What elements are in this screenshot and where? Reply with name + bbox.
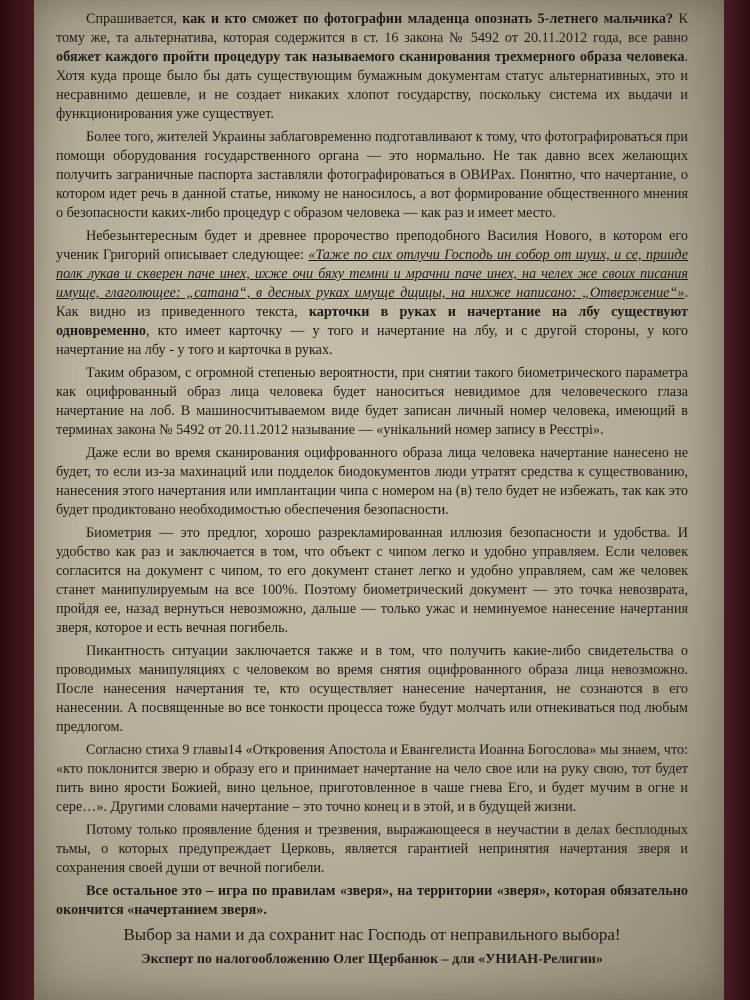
paragraph-6: Биометрия — это предлог, хорошо разрекламированная иллюзия безопасности и удобства. И удобство как раз и заключается в том, что объект с чипом легко и удобно управляем. Если человек согласится на документ с чипом, то его документ станет легко и удобно управляем, сам же человек станет манипулируемым на все 100%. Поэтому биометрический документ — это точка невозврата, пройдя ее, назад вернуться невозможно, дальше — только ужас и неминуемое нанесение начертания зверя, которое и есть вечная погибель. — [56, 525, 688, 636]
closing-line: Выбор за нами и да сохранит нас Господь от неправильного выбора! — [123, 925, 621, 944]
signature: Эксперт по налогообложению Олег Щербанюк – для «УНИАН-Религии» — [141, 952, 603, 967]
paragraph-3: Небезынтересным будет и древнее пророчество преподобного Василия Нового, в котором его ученик Григорий описывает следующее: «Таже по сих отлучи Господь ин собор от шуих, и се, прииде полк лукав и скверен паче инех, ихже очи бяху темни и мрачни паче инех, на челех же своих писания имуще, глаголющее: „сатана“, в десных руках имуще дщицы, на нихже написано: „Отвержение“». Как видно из приведенного текста, карточки в руках и начертание на лбу существуют одновременно, кто имеет карточку — у того и начертание на лбу, и с другой стороны, у кого начертание на лбу - у того и карточка в руках. — [56, 228, 689, 358]
background-right — [724, 0, 750, 1000]
paragraph-7: Пикантность ситуации заключается также и в том, что получить какие-либо свидетельства о проводимых манипуляциях с человеком во время снятия оцифрованного образа лица невозможно. После нанесения начертания те, кто осуществляет нанесение начертания, не сознаются в его нанесении. А посвященные во все тонкости процесса тоже будут молчать или отнекиваться под любым предлогом. — [56, 643, 688, 735]
paragraph-8: Согласно стиха 9 главы14 «Откровения Апостола и Евангелиста Иоанна Богослова» мы знаем, что: «кто поклонится зверю и образу его и принимает начертание на чело свое или на руку свою, тот будет пить вино ярости Божией, вино цельное, приготовленное в чаше гнева Его, и будет мучим в огне и сере…». Другими словами начертание – это точно конец и в этой, и в будущей жизни. — [56, 742, 688, 815]
paragraph-4: Таким образом, с огромной степенью вероятности, при снятии такого биометрического параметра как оцифрованный образ лица человека будет наноситься невидимое для человеческого глаза начертание на лоб. В машиносчитываемом виде будет записан личный номер человека, имеющий в терминах закона № 5492 от 20.11.2012 называние — «унікальний номер запису в Реєстрі». — [56, 365, 688, 438]
paragraph-10: Все остальное это – игра по правилам «зверя», на территории «зверя», которая обязательно окончится «начертанием зверя». — [56, 883, 688, 918]
prophecy-quote: «Таже по сих отлучи Господь ин собор от шуих, и се, прииде полк лукав и скверен паче инех, ихже очи бяху темни и мрачни паче инех, на челех же своих писания имуще, глаголющее: „сатана“, в десных руках имуще дщицы, на нихже написано: „Отвержение“» — [56, 247, 689, 301]
paragraph-2: Более того, жителей Украины заблаговременно подготавливают к тому, что фотографироваться при помощи оборудования государственного органа — это нормально. Не так давно всех желающих получить заграничные паспорта заставляли фотографироваться в ОВИРах. Понятно, что начертание, о котором идет речь в данной статье, никому не наносилось, а вот формирование общественного мнения о безопасности каких-либо процедур с образом человека — как раз и имеет место. — [56, 129, 688, 221]
paragraph-9: Потому только проявление бдения и трезвения, выражающееся в неучастии в делах бесплодных тьмы, о которых предупреждает Церковь, является гарантией непринятия начертания зверя и сохранения своей души от вечной погибели. — [56, 822, 688, 876]
background-left — [0, 0, 34, 1000]
paragraph-1: Спрашивается, как и кто сможет по фотографии младенца опознать 5-летнего мальчика? К тому же, та альтернатива, которая содержится в ст. 16 закона № 5492 от 20.11.2012 года, все равно обяжет каждого пройти процедуру так называемого сканирования трехмерного образа человека. Хотя куда проще было бы дать существующим бумажным документам статус альтернативных, это и несравнимо дешевле, и не создает никаких хлопот государству, поскольку система их выдачи и функционирования уже существует. — [56, 11, 688, 122]
paragraph-5: Даже если во время сканирования оцифрованного образа лица человека начертание нанесено не будет, то если из-за махинаций или подделок биодокументов люди утратят средства к существованию, нанесения этого начертания или имплантации чипа с номером на (в) тело будет не избежать, так как это будет продиктовано необходимостью обеспечения безопасности. — [56, 445, 688, 518]
article-body — [56, 10, 688, 973]
